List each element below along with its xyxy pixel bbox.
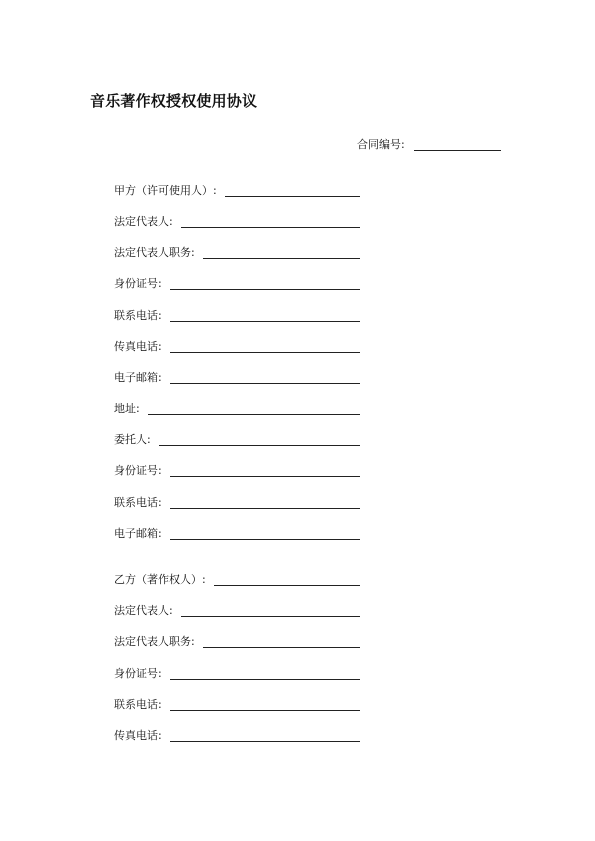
document-title: 音乐著作权授权使用协议 (90, 92, 258, 110)
party-a-id-number-blank[interactable] (170, 288, 360, 290)
party-a-legal-rep-label: 法定代表人: (114, 215, 173, 228)
party-a-agent-email-field (114, 525, 360, 541)
party-a-name-field (114, 182, 360, 198)
party-a-agent-id-number-label: 身份证号: (114, 464, 162, 477)
party-a-agent-field (114, 431, 360, 447)
party-a-email-field (114, 369, 360, 385)
party-a-phone-blank[interactable] (170, 320, 360, 322)
party-a-address-field (114, 400, 360, 416)
party-a-legal-rep-title-blank[interactable] (203, 257, 360, 259)
party-a-email-blank[interactable] (170, 382, 360, 384)
party-b-phone-field (114, 696, 360, 712)
party-b-fax-field (114, 727, 360, 743)
party-a-phone-label: 联系电话: (114, 309, 162, 322)
party-b-id-number-field (114, 665, 360, 681)
party-a-agent-blank[interactable] (159, 444, 360, 446)
party-b-fax-blank[interactable] (170, 740, 360, 742)
party-a-agent-email-blank[interactable] (170, 538, 360, 540)
party-a-address-label: 地址: (114, 402, 140, 415)
party-a-legal-rep-title-label: 法定代表人职务: (114, 246, 195, 259)
party-a-agent-id-number-field (114, 462, 360, 478)
party-b-name-blank[interactable] (214, 584, 360, 586)
party-a-phone-field (114, 307, 360, 323)
contract-number-label: 合同编号: (357, 138, 405, 151)
party-a-id-number-label: 身份证号: (114, 277, 162, 290)
party-a-name-label: 甲方（许可使用人）: (114, 184, 217, 197)
party-a-agent-label: 委托人: (114, 433, 151, 446)
party-a-name-blank[interactable] (225, 195, 360, 197)
party-b-name-field (114, 571, 360, 587)
party-b-legal-rep-label: 法定代表人: (114, 604, 173, 617)
party-b-name-label: 乙方（著作权人）: (114, 573, 206, 586)
party-b-legal-rep-title-blank[interactable] (203, 646, 360, 648)
party-a-address-blank[interactable] (148, 413, 360, 415)
party-a-fax-field (114, 338, 360, 354)
party-b-legal-rep-field (114, 602, 360, 618)
party-a-email-label: 电子邮箱: (114, 371, 162, 384)
party-a-agent-phone-blank[interactable] (170, 507, 360, 509)
party-a-legal-rep-field (114, 213, 360, 229)
party-a-agent-phone-field (114, 494, 360, 510)
party-a-legal-rep-blank[interactable] (181, 226, 360, 228)
party-b-id-number-blank[interactable] (170, 678, 360, 680)
contract-number-field (357, 136, 501, 152)
party-b-legal-rep-blank[interactable] (181, 615, 360, 617)
party-b-phone-label: 联系电话: (114, 698, 162, 711)
party-a-fax-blank[interactable] (170, 351, 360, 353)
party-a-agent-email-label: 电子邮箱: (114, 527, 162, 540)
party-a-legal-rep-title-field (114, 244, 360, 260)
party-a-fax-label: 传真电话: (114, 340, 162, 353)
party-a-agent-id-number-blank[interactable] (170, 475, 360, 477)
party-b-id-number-label: 身份证号: (114, 667, 162, 680)
party-b-legal-rep-title-label: 法定代表人职务: (114, 635, 195, 648)
party-b-fax-label: 传真电话: (114, 729, 162, 742)
party-a-id-number-field (114, 275, 360, 291)
contract-number-blank[interactable] (414, 149, 501, 151)
party-b-phone-blank[interactable] (170, 709, 360, 711)
party-a-agent-phone-label: 联系电话: (114, 496, 162, 509)
party-b-legal-rep-title-field (114, 633, 360, 649)
